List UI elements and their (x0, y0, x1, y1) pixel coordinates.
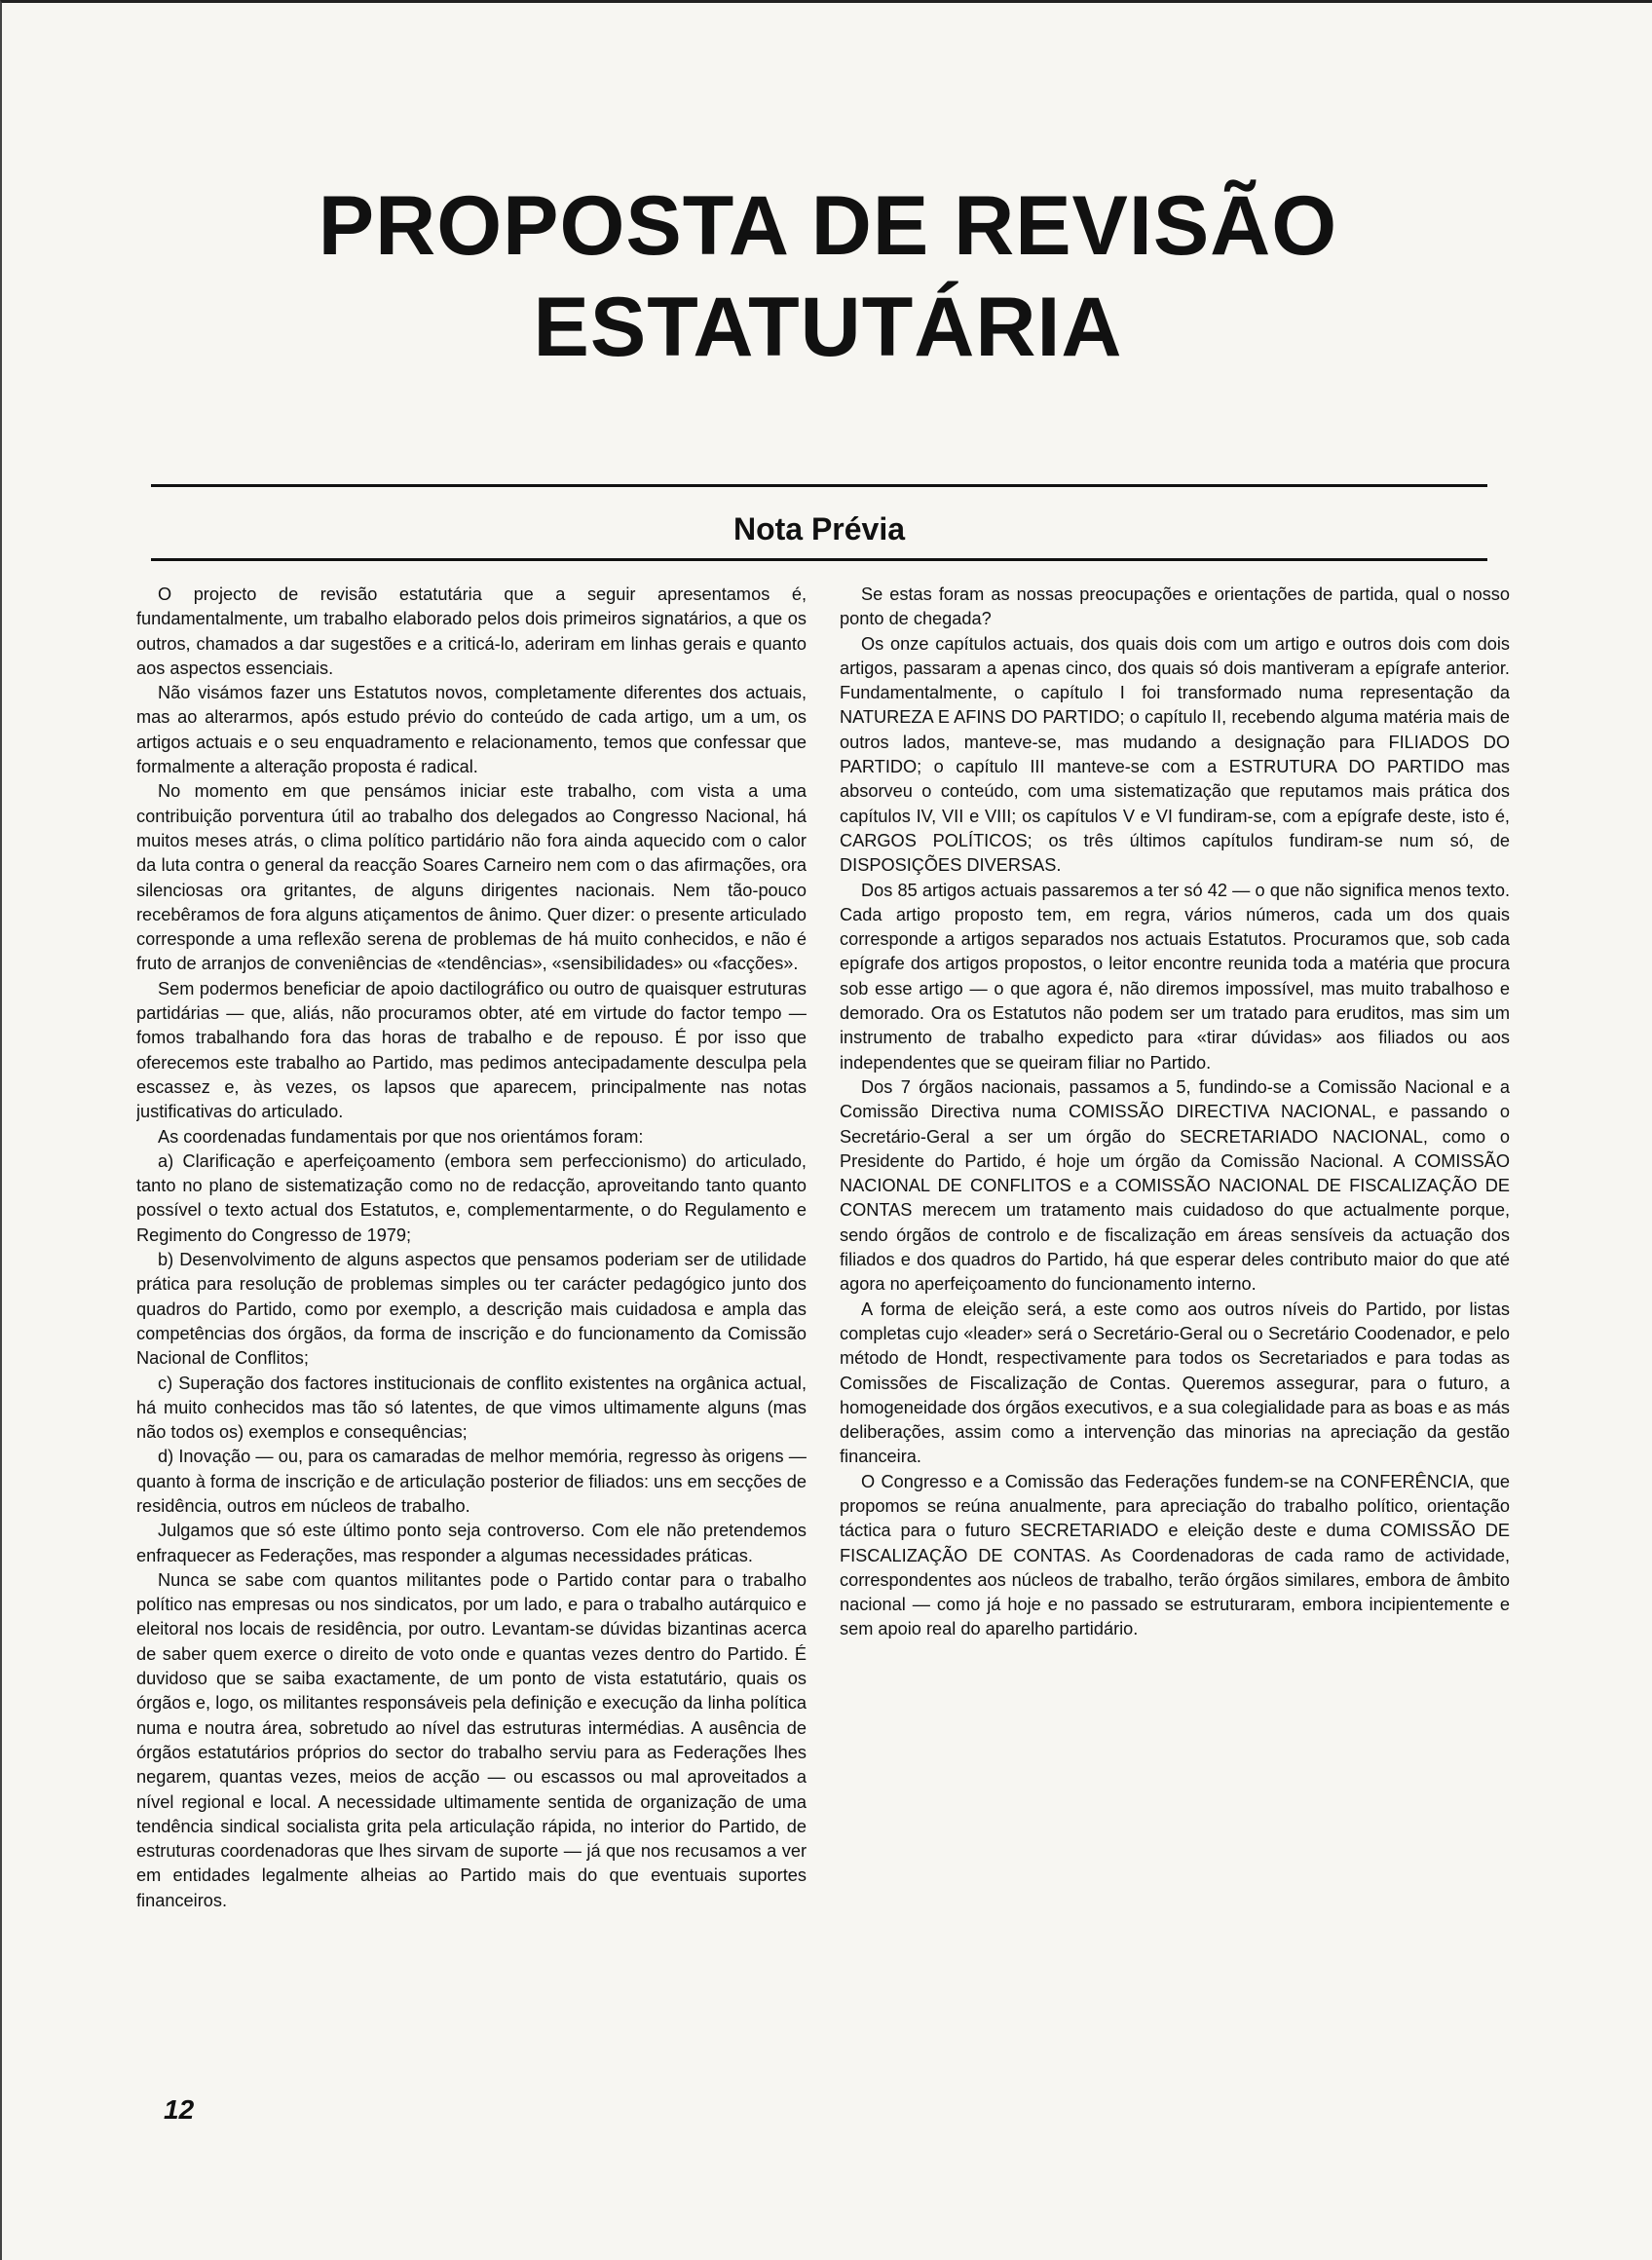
paragraph: c) Superação dos factores institucionais de conflito existentes na orgânica actual, há muito conhecidos mas tão só latentes, de que vimos ultimamente alguns (mas não todos os) exemplos e consequências; (136, 1373, 807, 1443)
paragraph: O Congresso e a Comissão das Federações fundem-se na CONFERÊNCIA, que propomos se reúna anualmente, para apreciação do trabalho político, orientação táctica para o futuro SECRETARIADO e eleição deste e duma COMISSÃO DE FISCALIZAÇÃO DE CONTAS. As Coordenadoras de cada ramo de actividade, correspondentes aos núcleos de trabalho, terão órgãos similares, embora de âmbito nacional — como já hoje e no passado se estruturaram, embora incipientemente e sem apoio real do aparelho partidário. (840, 1471, 1510, 1639)
paragraph: Os onze capítulos actuais, dos quais dois com um artigo e outros dois com dois artigos, passaram a apenas cinco, dos quais só dois mantiveram a epígrafe anterior. Fundamentalmente, o capítulo I foi transformado numa representação da NATUREZA E AFINS DO PARTIDO; o capítulo II, recebendo alguma matéria mais de outros lados, manteve-se, mas mudando a designação para FILIADOS DO PARTIDO; o capítulo III manteve-se com a ESTRUTURA DO PARTIDO mas absorveu o conteúdo, com uma sistematização que reputamos mais prática dos capítulos IV, VII e VIII; os capítulos V e VI fundiram-se, com a epígrafe deste, isto é, CARGOS POLÍTICOS; os três últimos capítulos fundiram-se num só, de DISPOSIÇÕES DIVERSAS. (840, 633, 1510, 876)
column-left (136, 583, 807, 2073)
paragraph: O projecto de revisão estatutária que a seguir apresentamos é, fundamentalmente, um trabalho elaborado pelos dois primeiros signatários, a que os outros, chamados a dar sugestões e a criticá-lo, aderiram em linhas gerais e quanto aos aspectos essenciais. (136, 584, 807, 678)
paragraph: No momento em que pensámos iniciar este trabalho, com vista a uma contribuição porventura útil ao trabalho dos delegados ao Congresso Nacional, há muitos meses atrás, o clima político partidário não fora ainda aquecido com o calor da luta contra o general da reacção Soares Carneiro nem com o das afirmações, ora silenciosas ora gritantes, de alguns dirigentes nacionais. Nem tão-pouco recebêramos de fora alguns atiçamentos de ânimo. Quer dizer: o presente articulado corresponde a uma reflexão serena de problemas de há muito conhecidos, e não é fruto de arranjos de conveniências de «tendências», «sensibilidades» ou «facções». (136, 781, 807, 974)
paragraph: Dos 7 órgãos nacionais, passamos a 5, fundindo-se a Comissão Nacional e a Comissão Directiva numa COMISSÃO DIRECTIVA NACIONAL, e passando o Secretário-Geral a ser um órgão do SECRETARIADO NACIONAL, como o Presidente do Partido, é hoje um órgão da Comissão Nacional. A COMISSÃO NACIONAL DE CONFLITOS e a COMISSÃO NACIONAL DE FISCALIZAÇÃO DE CONTAS merecem um tratamento mais cuidadoso do que actualmente porque, sendo órgãos de controlo e de fiscalização em áreas sensíveis da actuação dos filiados e dos quadros do Partido, há que esperar deles contributo maior do que até agora no aperfeiçoamento do funcionamento interno. (840, 1076, 1510, 1295)
document-title (195, 175, 1461, 378)
paragraph: b) Desenvolvimento de alguns aspectos que pensamos poderiam ser de utilidade prática para resolução de problemas simples ou ter carácter pedagógico junto dos quadros do Partido, como por exemplo, a descrição mais cuidadosa e ampla das competências dos órgãos, da forma de inscrição e do funcionamento da Comissão Nacional de Conflitos; (136, 1250, 807, 1369)
paragraph: Sem podermos beneficiar de apoio dactilográfico ou outro de quaisquer estruturas partidárias — que, aliás, não procuramos obter, até em virtude do factor tempo — fomos trabalhando fora das horas de trabalho e de repouso. É por isso que oferecemos este trabalho ao Partido, mas pedimos antecipadamente desculpa pela escassez e, às vezes, os lapsos que aparecem, principalmente nas notas justificativas do articulado. (136, 978, 807, 1122)
paragraph: As coordenadas fundamentais por que nos orientámos foram: (158, 1126, 644, 1147)
title-line-1: PROPOSTA DE REVISÃO (318, 179, 1338, 273)
section-heading: Nota Prévia (732, 511, 906, 546)
heading-rule-bottom (151, 558, 1487, 561)
paragraph: Não visámos fazer uns Estatutos novos, completamente diferentes dos actuais, mas ao alterarmos, após estudo prévio do conteúdo de cada artigo, um a um, os artigos actuais e o seu enquadramento e relacionamento, temos que confessar que formalmente a alteração proposta é radical. (136, 683, 807, 777)
column-right (840, 583, 1510, 2073)
heading-rule-top (151, 484, 1487, 487)
paragraph: Dos 85 artigos actuais passaremos a ter só 42 — o que não significa menos texto. Cada artigo proposto tem, em regra, vários números, cada um dos quais corresponde a artigos separados nos actuais Estatutos. Procuramos que, sob cada epígrafe dos artigos propostos, o leitor encontre reunida toda a matéria que procura sob esse artigo — o que agora é, não diremos impossível, mas muito trabalhoso e demorado. Ora os Estatutos não podem ser um tratado para eruditos, mas sim um instrumento de trabalho expedicto para «tirar dúvidas» aos filiados ou aos independentes que se queiram filiar no Partido. (840, 880, 1510, 1073)
body-columns (136, 583, 1510, 2073)
paragraph: d) Inovação — ou, para os camaradas de melhor memória, regresso às origens — quanto à forma de inscrição e de articulação posterior de filiados: uns em secções de residência, outros em núcleos de trabalho. (136, 1447, 807, 1516)
paragraph: Se estas foram as nossas preocupações e orientações de partida, qual o nosso ponto de chegada? (840, 584, 1510, 629)
paragraph: a) Clarificação e aperfeiçoamento (embora sem perfeccionismo) do articulado, tanto no plano de sistematização como no de redacção, aproveitando tanto quanto possível o texto actual dos Estatutos, e, complementarmente, o do Regulamento e Regimento do Congresso de 1979; (136, 1150, 807, 1245)
paragraph: Julgamos que só este último ponto seja controverso. Com ele não pretendemos enfraquecer as Federações, mas responder a algumas necessidades práticas. (136, 1521, 807, 1565)
paragraph: Nunca se sabe com quantos militantes pode o Partido contar para o trabalho político nas empresas ou nos sindicatos, por um lado, e para o trabalho autárquico e eleitoral nos locais de residência, por outro. Levantam-se dúvidas bizantinas acerca de saber quem exerce o direito de voto onde e quantas vezes dentro do Partido. É duvidoso que se saiba exactamente, de um ponto de vista estatutário, quais os órgãos e, logo, os militantes responsáveis pela definição e execução da linha política numa e noutra área, sobretudo ao nível das estruturas intermédias. A ausência de órgãos estatutários próprios do sector do trabalho serviu para as Federações lhes negarem, quantas vezes, meios de acção — ou escassos ou mal aproveitados a nível regional e local. A necessidade ultimamente sentida de organização de uma tendência sindical socialista grita pela articulação rápida, no interior do Partido, de estruturas coordenadoras que lhes sirvam de suporte — já que nos recusamos a ver em entidades legalmente alheias ao Partido mais do que eventuais suportes financeiros. (136, 1569, 807, 1910)
title-line-2: ESTATUTÁRIA (533, 281, 1123, 374)
paragraph: A forma de eleição será, a este como aos outros níveis do Partido, por listas completas cujo «leader» será o Secretário-Geral ou o Secretário Coodenador, e pelo método de Hondt, respectivamente para todos os Secretariados e para todas as Comissões de Fiscalização de Contas. Queremos assegurar, para o futuro, a homogeneidade dos órgãos executivos, e a sua colegialidade para as boas e as más deliberações, assim como a intervenção das minorias na apreciação da gestão financeira. (840, 1299, 1510, 1467)
page-number: 12 (164, 2094, 195, 2125)
